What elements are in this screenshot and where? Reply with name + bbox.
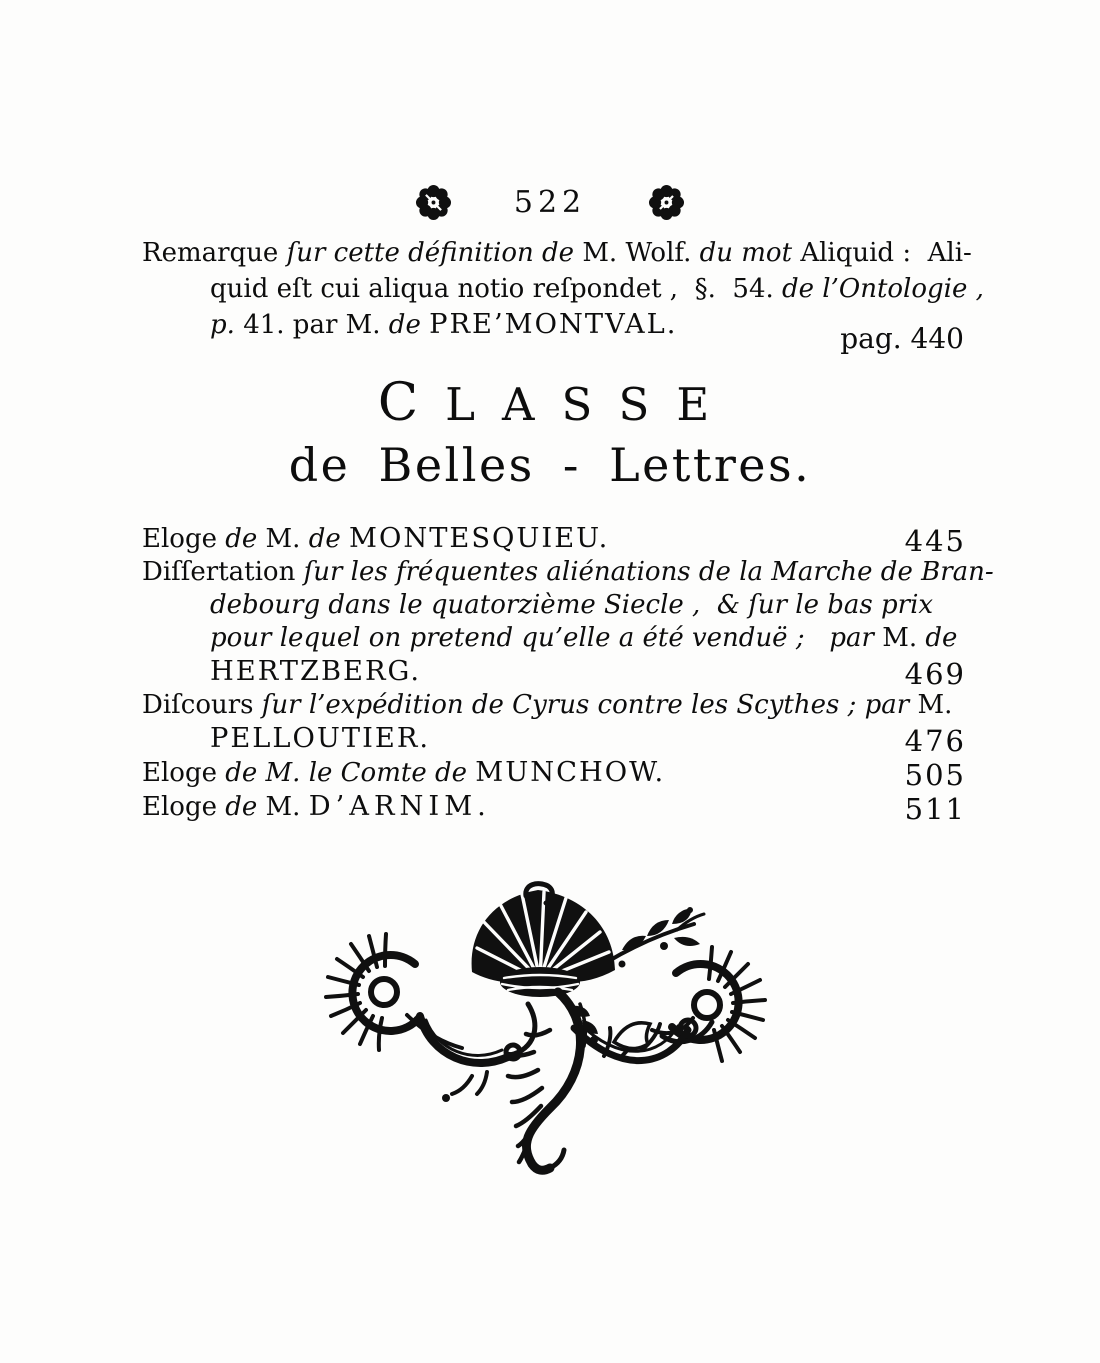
- entry-page-number: 469: [904, 657, 966, 691]
- text-run: quid eſt cui aliqua notio reſpondet , §. 54.: [210, 273, 783, 304]
- toc-entry-munchow: [142, 756, 966, 790]
- text-run: M.: [882, 623, 926, 653]
- folio-number: 522: [513, 185, 587, 220]
- rosette-icon: [648, 184, 685, 221]
- text-run: p.: [210, 310, 244, 340]
- text-run: Eloge: [142, 524, 226, 554]
- text-run: 41. par M.: [243, 310, 389, 340]
- entry-page-number: 511: [904, 792, 966, 826]
- section-title: CLASSE: [377, 372, 737, 433]
- text-run: M.: [265, 792, 309, 822]
- entry-line: [142, 756, 966, 790]
- toc-entry-hertzberg: [142, 556, 994, 691]
- entry-line: [142, 790, 966, 824]
- fleuron-ornament: [322, 880, 784, 1198]
- entry-line: [210, 722, 966, 756]
- toc-entries: [142, 522, 994, 826]
- toc-entry-pelloutier: [142, 689, 966, 756]
- entry-line: [142, 689, 966, 722]
- text-run: D’ARNIM.: [308, 791, 491, 822]
- entry-line: [142, 522, 966, 556]
- text-run: de: [308, 524, 349, 554]
- entry-line: [142, 556, 994, 589]
- text-run: de: [225, 792, 266, 822]
- text-run: MUNCHOW.: [475, 757, 666, 788]
- text-run: Diſſertation: [142, 557, 304, 587]
- rosette-icon: [415, 184, 452, 221]
- text-run: ſur cette définition de: [286, 238, 583, 268]
- text-run: ſur l’expédition de Cyrus contre les Scythes ; par: [261, 690, 918, 720]
- entry-page-number: 505: [904, 758, 966, 792]
- text-run: Eloge: [142, 758, 226, 788]
- text-run: Eloge: [142, 792, 226, 822]
- text-run: HERTZBERG.: [210, 656, 422, 687]
- text-run: ſur les fréquentes aliénations de la Marche de Bran-: [303, 557, 994, 587]
- text-run: debourg dans le quatorzième Siecle , & ſur le bas prix: [210, 590, 934, 620]
- entry-line: [210, 272, 984, 308]
- text-run: de: [388, 310, 430, 340]
- text-run: MONTESQUIEU.: [349, 523, 610, 554]
- text-run: du mot: [699, 238, 801, 268]
- text-run: de l’Ontologie ,: [782, 273, 984, 304]
- text-run: PELLOUTIER.: [210, 723, 431, 754]
- text-run: Remarque: [142, 238, 287, 268]
- page-header: [0, 184, 1100, 221]
- toc-entry-montesquieu: [142, 522, 966, 556]
- text-run: PRE’MONTVAL.: [429, 309, 678, 340]
- entry-line: [210, 622, 966, 655]
- entry-page-number: 476: [904, 724, 966, 758]
- text-run: de: [225, 524, 266, 554]
- section-subtitle: de Belles - Lettres.: [288, 438, 812, 492]
- entry-line: [210, 655, 966, 689]
- text-run: M.: [917, 690, 953, 720]
- text-run: M.: [265, 524, 309, 554]
- text-run: Aliquid : Ali-: [800, 238, 972, 268]
- text-run: pour lequel on pretend qu’elle a été venduë ; par: [210, 623, 883, 653]
- page-reference: pag. 440: [840, 322, 964, 355]
- text-run: de M. le Comte de: [225, 758, 476, 788]
- entry-line: [210, 589, 966, 622]
- entry-line: [142, 236, 972, 272]
- entry-page-number: 445: [904, 524, 966, 558]
- toc-entry-arnim: [142, 790, 966, 824]
- text-run: de: [925, 623, 958, 653]
- remarque-entry: [142, 236, 984, 355]
- text-run: Diſcours: [142, 690, 262, 720]
- text-run: M. Wolf.: [582, 238, 700, 268]
